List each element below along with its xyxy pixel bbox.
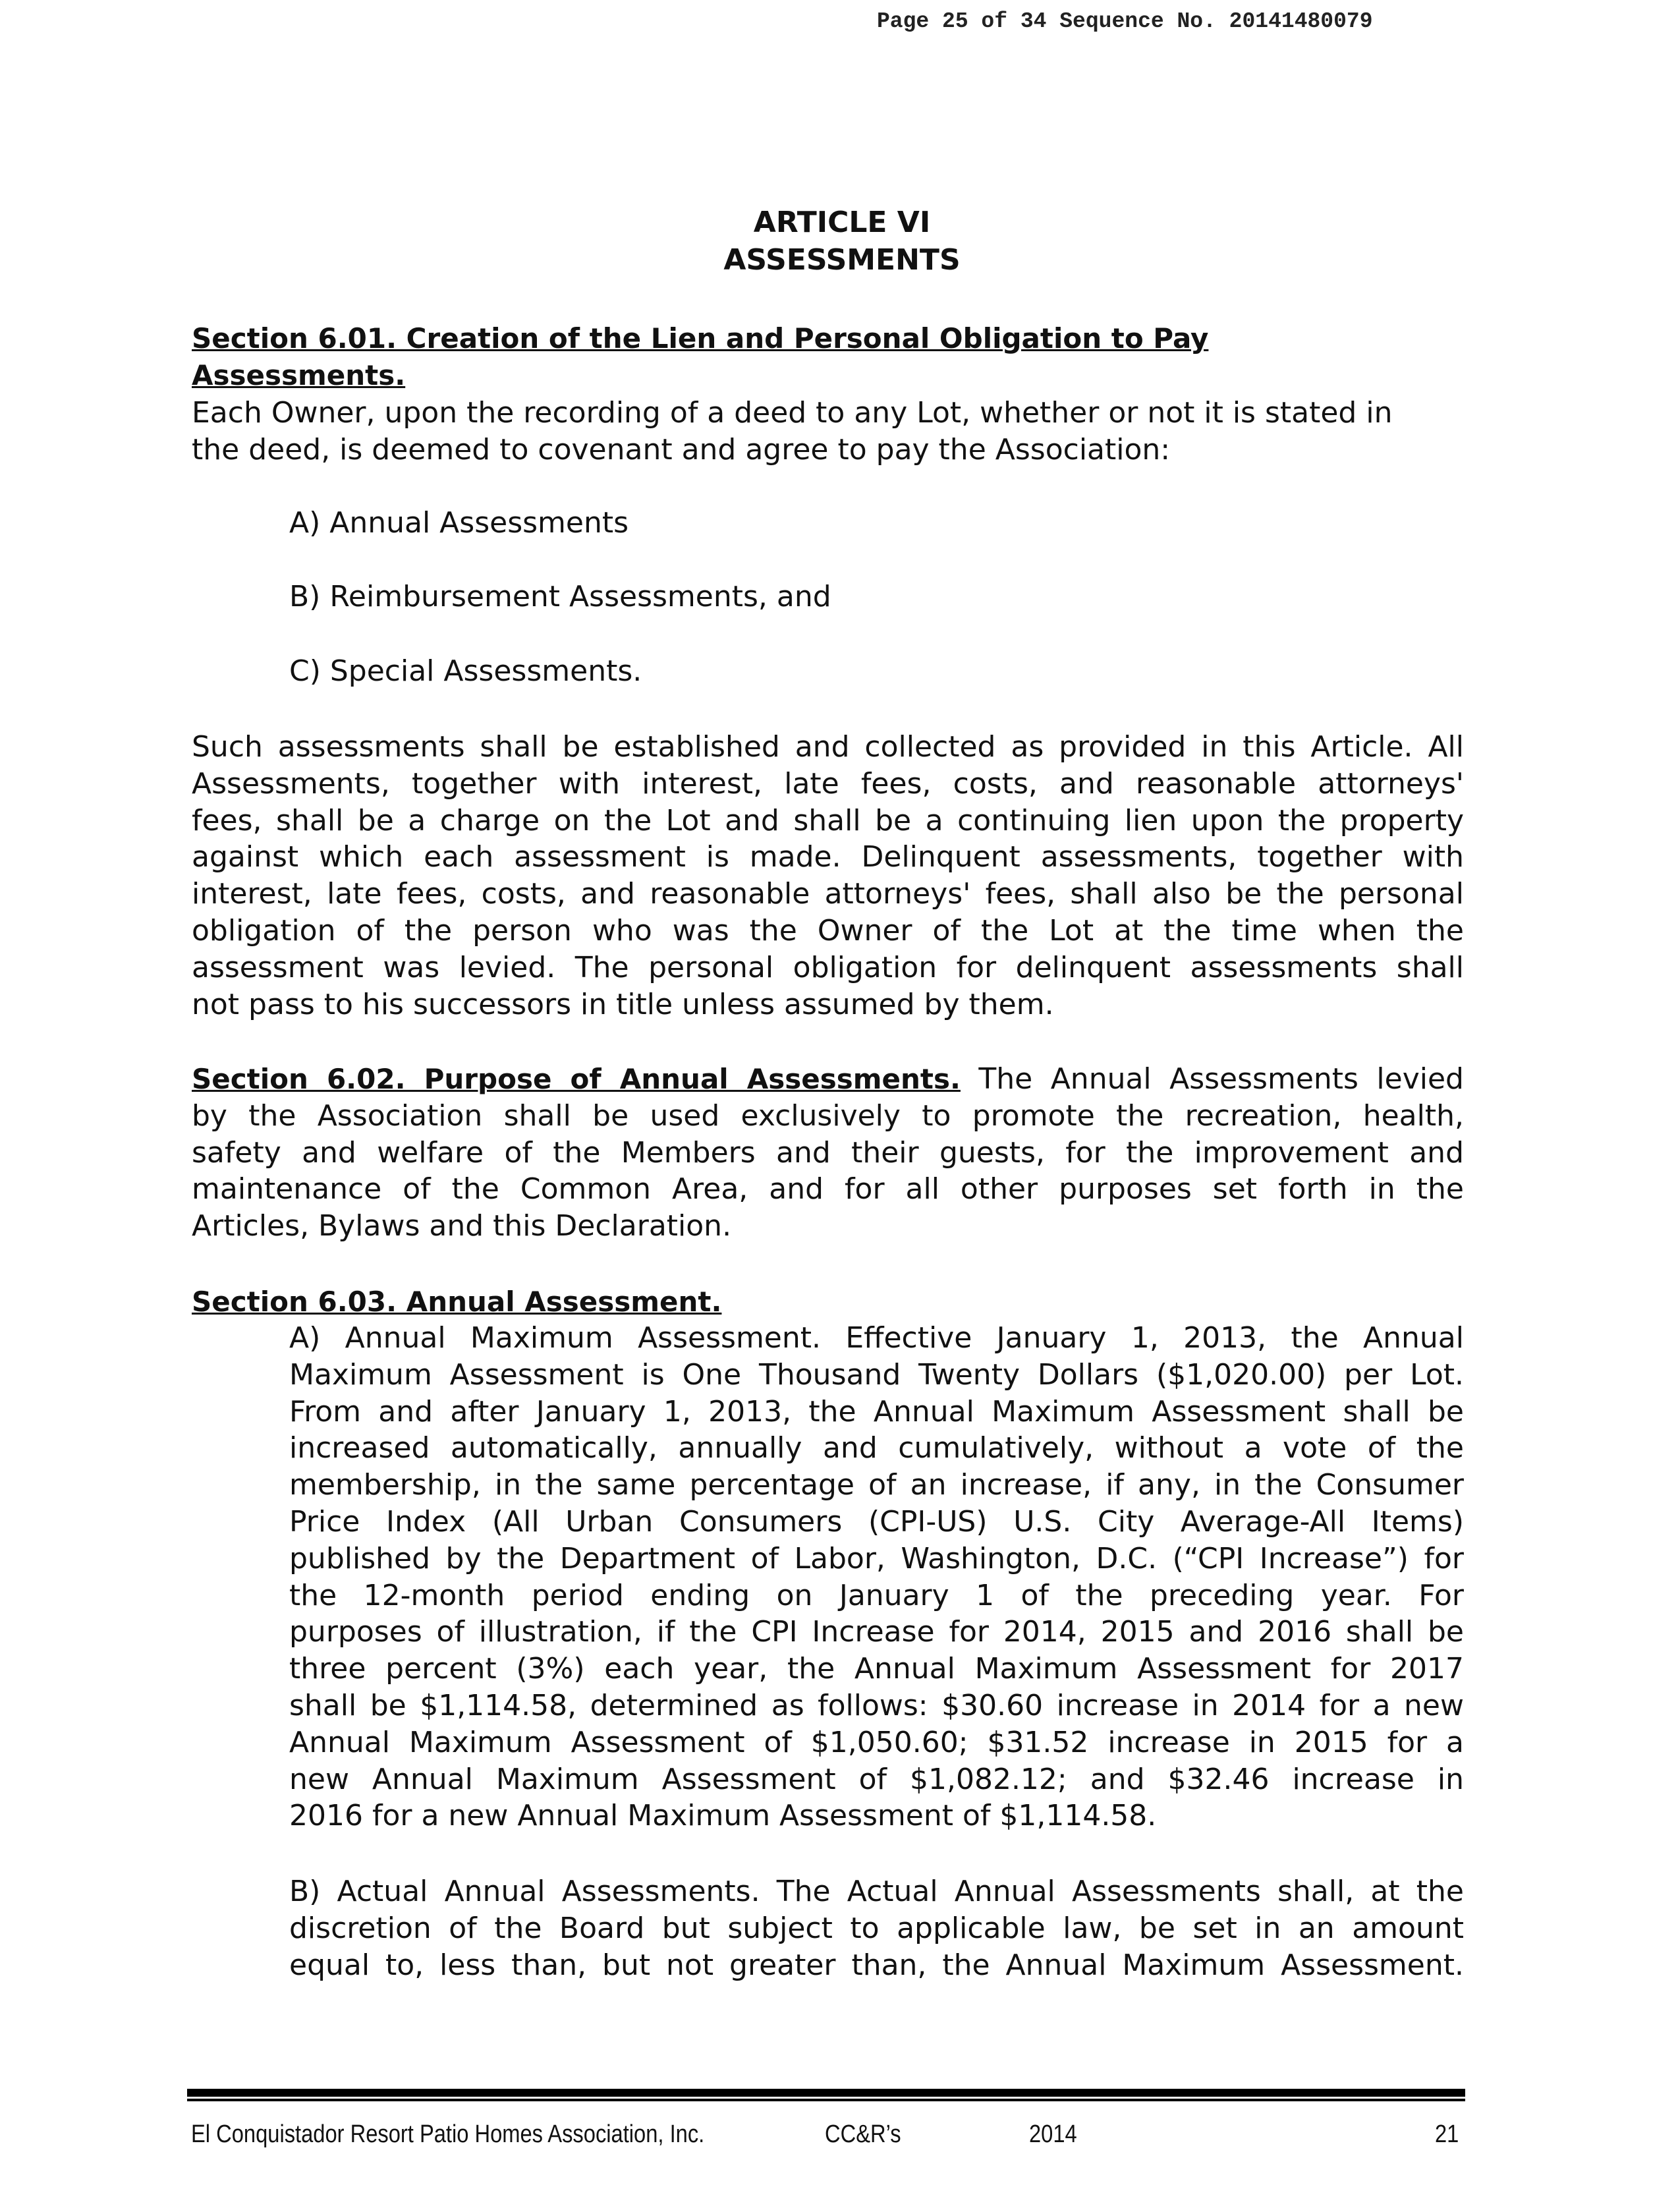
- paragraph-line: From and after January 1, 2013, the Annual Maximum Assessment shall be: [289, 1394, 1464, 1429]
- footer-document: CC&R’s: [825, 2120, 901, 2148]
- paragraph-line: Such assessments shall be established and collected as provided in this Article. All: [192, 730, 1464, 764]
- footer-association: El Conquistador Resort Patio Homes Association, Inc.: [191, 2120, 705, 2148]
- paragraph-line: A) Annual Maximum Assessment. Effective January 1, 2013, the Annual: [289, 1321, 1464, 1355]
- section-6-01-heading: [192, 320, 1464, 394]
- paragraph-line: Price Index (All Urban Consumers (CPI-US) U.S. City Average-All Items): [289, 1504, 1464, 1539]
- paragraph-line: increased automatically, annually and cumulatively, without a vote of the: [289, 1431, 1464, 1465]
- paragraph-line: by the Association shall be used exclusively to promote the recreation, health,: [192, 1098, 1464, 1133]
- section-6-01-intro: [192, 395, 1464, 468]
- paragraph-line: published by the Department of Labor, Washington, D.C. (“CPI Increase”) for: [289, 1541, 1464, 1575]
- paragraph-line: obligation of the person who was the Owner of the Lot at the time when the: [192, 913, 1464, 948]
- paragraph-line: new Annual Maximum Assessment of $1,082.12; and $32.46 increase in: [289, 1762, 1464, 1796]
- heading-line: Section 6.03. Annual Assessment.: [192, 1286, 722, 1318]
- paragraph-line: interest, late fees, costs, and reasonable attorneys' fees, shall also be the personal: [192, 877, 1464, 911]
- paragraph-line: The Annual Assessments levied: [960, 1062, 1464, 1096]
- assessment-item-c: C) Special Assessments.: [289, 654, 642, 688]
- paragraph-line: membership, in the same percentage of an increase, if any, in the Consumer: [289, 1468, 1464, 1502]
- paragraph-line: safety and welfare of the Members and their guests, for the improvement and: [192, 1135, 1464, 1170]
- paragraph-line: fees, shall be a charge on the Lot and shall be a continuing lien upon the property: [192, 803, 1464, 837]
- paragraph-line: purposes of illustration, if the CPI Increase for 2014, 2015 and 2016 shall be: [289, 1615, 1464, 1649]
- paragraph-line: B) Actual Annual Assessments. The Actual Annual Assessments shall, at the: [289, 1875, 1464, 1908]
- page-sequence-header: Page 25 of 34 Sequence No. 20141480079: [877, 9, 1373, 34]
- section-6-02-heading: Section 6.02. Purpose of Annual Assessments.: [192, 1063, 961, 1095]
- paragraph-line: 2016 for a new Annual Maximum Assessment of $1,114.58.: [289, 1799, 1157, 1833]
- paragraph-line: equal to, less than, but not greater than, the Annual Maximum Assessment.: [289, 1948, 1464, 1982]
- paragraph-line: discretion of the Board but subject to applicable law, be set in an amount: [289, 1911, 1464, 1945]
- section-6-03-item-a: [289, 1320, 1464, 1834]
- paragraph-line: shall be $1,114.58, determined as follows: $30.60 increase in 2014 for a new: [289, 1688, 1464, 1722]
- heading-line: Section 6.01. Creation of the Lien and Personal Obligation to Pay: [192, 322, 1209, 354]
- section-6-02: [192, 1061, 1464, 1245]
- paragraph-line: the deed, is deemed to covenant and agree to pay the Association:: [192, 432, 1171, 467]
- paragraph-line: Annual Maximum Assessment of $1,050.60; $31.52 increase in 2015 for a: [289, 1725, 1464, 1759]
- footer-rule: [187, 2089, 1465, 2097]
- paragraph-line: the 12-month period ending on January 1 of the preceding year. For: [289, 1578, 1464, 1612]
- paragraph-line: maintenance of the Common Area, and for all other purposes set forth in the: [192, 1172, 1464, 1206]
- paragraph-line: three percent (3%) each year, the Annual Maximum Assessment for 2017: [289, 1652, 1464, 1686]
- heading-line: Assessments.: [192, 358, 406, 391]
- paragraph-line: Each Owner, upon the recording of a deed to any Lot, whether or not it is stated in: [192, 396, 1393, 430]
- footer-year: 2014: [1029, 2120, 1077, 2148]
- assessment-item-a: A) Annual Assessments: [289, 506, 629, 540]
- article-title: ASSESSMENTS: [723, 243, 961, 277]
- section-6-02-first-line: [192, 1061, 1464, 1098]
- footer-page-number: 21: [1435, 2120, 1459, 2148]
- section-6-03-heading: [192, 1284, 1464, 1320]
- paragraph-line: assessment was levied. The personal obligation for delinquent assessments shall: [192, 950, 1464, 984]
- paragraph-line: against which each assessment is made. Delinquent assessments, together with: [192, 840, 1464, 874]
- paragraph-line: Maximum Assessment is One Thousand Twenty Dollars ($1,020.00) per Lot.: [289, 1357, 1464, 1392]
- paragraph-line: not pass to his successors in title unless assumed by them.: [192, 987, 1054, 1021]
- footer-rule-thin: [187, 2099, 1465, 2101]
- paragraph-line: Assessments, together with interest, late fees, costs, and reasonable attorneys': [192, 766, 1464, 801]
- paragraph-line: Articles, Bylaws and this Declaration.: [192, 1209, 732, 1243]
- assessment-item-b: B) Reimbursement Assessments, and: [289, 580, 831, 613]
- section-6-03-item-b: [289, 1873, 1464, 1983]
- section-6-01-paragraph: [192, 729, 1464, 1023]
- article-number: ARTICLE VI: [753, 206, 931, 239]
